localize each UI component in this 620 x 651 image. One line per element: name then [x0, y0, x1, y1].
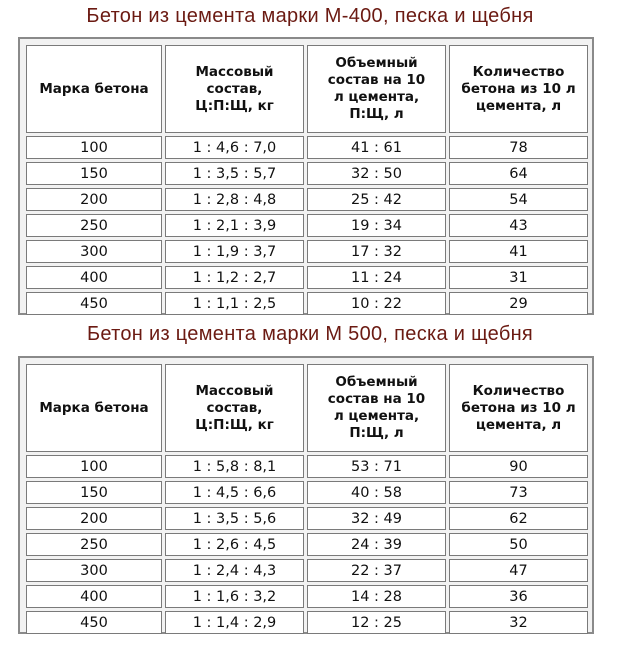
cell-volume-ratio: 12 : 25: [307, 611, 446, 634]
header-concrete-yield: [449, 45, 588, 133]
cell-grade: 250: [26, 533, 162, 556]
cell-volume-ratio: 17 : 32: [307, 240, 446, 263]
table-row: [26, 188, 588, 211]
header-line: бетона из 10 л: [461, 399, 576, 416]
header-row: [26, 45, 588, 133]
cell-volume-ratio: 11 : 24: [307, 266, 446, 289]
table-row: [26, 533, 588, 556]
table-row: [26, 266, 588, 289]
table-row: [26, 611, 588, 634]
table-row: [26, 240, 588, 263]
header-line: л цемента,: [333, 408, 420, 424]
cell-grade: 300: [26, 559, 162, 582]
concrete-table-m400: [23, 42, 591, 318]
table-row: [26, 559, 588, 582]
cell-yield: 90: [449, 455, 588, 478]
cell-mass-ratio: 1 : 1,2 : 2,7: [165, 266, 304, 289]
header-mass-composition: [165, 364, 304, 452]
cell-volume-ratio: 22 : 37: [307, 559, 446, 582]
header-line: Марка бетона: [39, 399, 149, 416]
cell-volume-ratio: 32 : 50: [307, 162, 446, 185]
cell-grade: 150: [26, 481, 162, 504]
cell-mass-ratio: 1 : 4,5 : 6,6: [165, 481, 304, 504]
header-volume-composition: [307, 45, 446, 133]
cell-mass-ratio: 1 : 5,8 : 8,1: [165, 455, 304, 478]
cell-volume-ratio: 32 : 49: [307, 507, 446, 530]
header-line: Объемный: [335, 55, 418, 71]
cell-mass-ratio: 1 : 2,6 : 4,5: [165, 533, 304, 556]
cell-mass-ratio: 1 : 2,1 : 3,9: [165, 214, 304, 237]
cell-yield: 32: [449, 611, 588, 634]
cell-grade: 200: [26, 507, 162, 530]
cell-mass-ratio: 1 : 4,6 : 7,0: [165, 136, 304, 159]
cell-grade: 250: [26, 214, 162, 237]
table-body: [26, 455, 588, 634]
cell-yield: 54: [449, 188, 588, 211]
table-row: [26, 136, 588, 159]
table-header: [26, 45, 588, 133]
cell-mass-ratio: 1 : 1,9 : 3,7: [165, 240, 304, 263]
cell-grade: 100: [26, 455, 162, 478]
table-body: [26, 136, 588, 315]
header-line: цемента, л: [475, 97, 562, 114]
concrete-table-m500: [23, 361, 591, 637]
cell-yield: 50: [449, 533, 588, 556]
header-line: состав,: [206, 80, 263, 97]
cell-volume-ratio: 53 : 71: [307, 455, 446, 478]
cell-mass-ratio: 1 : 3,5 : 5,7: [165, 162, 304, 185]
cell-volume-ratio: 25 : 42: [307, 188, 446, 211]
header-line: Количество: [472, 63, 565, 80]
cell-volume-ratio: 24 : 39: [307, 533, 446, 556]
cell-grade: 400: [26, 266, 162, 289]
table-row: [26, 162, 588, 185]
cell-yield: 47: [449, 559, 588, 582]
table-row: [26, 292, 588, 315]
table-row: [26, 507, 588, 530]
cell-mass-ratio: 1 : 3,5 : 5,6: [165, 507, 304, 530]
header-line: Ц:П:Щ, кг: [195, 416, 274, 433]
cell-yield: 36: [449, 585, 588, 608]
cell-yield: 41: [449, 240, 588, 263]
header-line: бетона из 10 л: [461, 80, 576, 97]
cell-yield: 78: [449, 136, 588, 159]
header-line: Марка бетона: [39, 80, 149, 97]
header-line: Количество: [472, 382, 565, 399]
cell-mass-ratio: 1 : 1,1 : 2,5: [165, 292, 304, 315]
cell-grade: 200: [26, 188, 162, 211]
cell-mass-ratio: 1 : 1,4 : 2,9: [165, 611, 304, 634]
table-row: [26, 481, 588, 504]
cell-yield: 73: [449, 481, 588, 504]
cell-grade: 450: [26, 611, 162, 634]
cell-mass-ratio: 1 : 1,6 : 3,2: [165, 585, 304, 608]
header-line: Объемный: [335, 374, 418, 390]
header-grade: [26, 364, 162, 452]
table-row: [26, 455, 588, 478]
cell-volume-ratio: 40 : 58: [307, 481, 446, 504]
cell-grade: 400: [26, 585, 162, 608]
header-line: Массовый: [195, 382, 274, 399]
cell-grade: 450: [26, 292, 162, 315]
cell-volume-ratio: 41 : 61: [307, 136, 446, 159]
header-line: Ц:П:Щ, кг: [195, 97, 274, 114]
table-title-m400: Бетон из цемента марки М-400, песка и щебня: [86, 5, 534, 27]
header-row: [26, 364, 588, 452]
table-title-m500: Бетон из цемента марки М 500, песка и щебня: [86, 323, 534, 345]
cell-volume-ratio: 10 : 22: [307, 292, 446, 315]
cell-grade: 150: [26, 162, 162, 185]
cell-yield: 29: [449, 292, 588, 315]
header-line: состав,: [206, 399, 263, 416]
header-line: П:Щ, л: [349, 425, 404, 441]
table-row: [26, 214, 588, 237]
table-frame-m400: [18, 37, 594, 315]
header-line: П:Щ, л: [349, 106, 404, 122]
cell-yield: 64: [449, 162, 588, 185]
cell-yield: 43: [449, 214, 588, 237]
header-line: состав на 10: [327, 391, 426, 407]
cell-mass-ratio: 1 : 2,4 : 4,3: [165, 559, 304, 582]
cell-volume-ratio: 19 : 34: [307, 214, 446, 237]
header-line: Массовый: [195, 63, 274, 80]
cell-yield: 31: [449, 266, 588, 289]
header-line: состав на 10: [327, 72, 426, 88]
cell-mass-ratio: 1 : 2,8 : 4,8: [165, 188, 304, 211]
cell-grade: 300: [26, 240, 162, 263]
cell-grade: 100: [26, 136, 162, 159]
cell-yield: 62: [449, 507, 588, 530]
table-row: [26, 585, 588, 608]
header-grade: [26, 45, 162, 133]
header-line: цемента, л: [475, 416, 562, 433]
header-line: л цемента,: [333, 89, 420, 105]
cell-volume-ratio: 14 : 28: [307, 585, 446, 608]
table-frame-m500: [18, 356, 594, 634]
header-concrete-yield: [449, 364, 588, 452]
header-volume-composition: [307, 364, 446, 452]
table-header: [26, 364, 588, 452]
header-mass-composition: [165, 45, 304, 133]
